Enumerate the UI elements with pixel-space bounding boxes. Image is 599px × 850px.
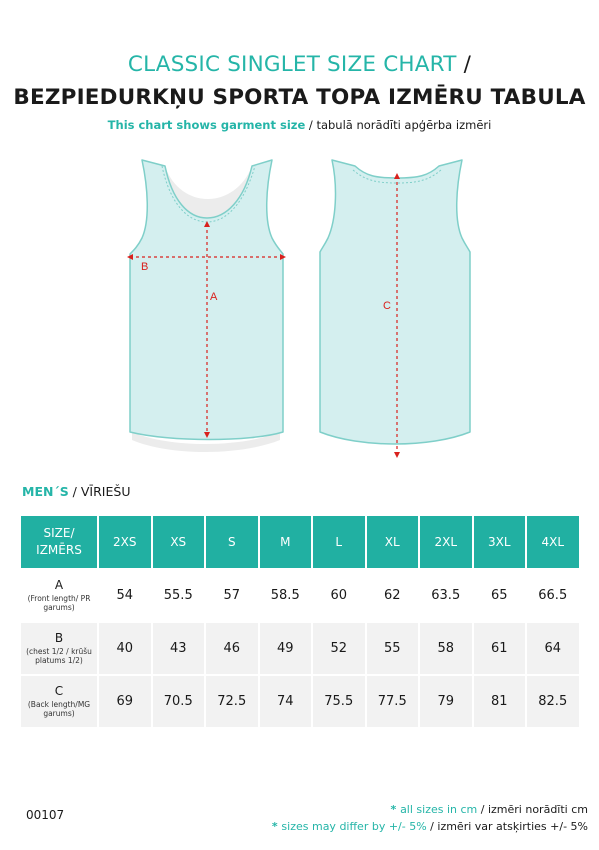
table-cell: 46 [206, 623, 258, 674]
section-lv: VĪRIEŠU [80, 484, 131, 499]
size-l: L [313, 516, 365, 568]
footnote-tolerance [272, 820, 588, 833]
size-2xl: 2XL [420, 516, 472, 568]
title-en: CLASSIC SINGLET SIZE CHART [127, 52, 457, 77]
table-cell: 69 [99, 676, 151, 727]
back-view [320, 160, 470, 455]
table-cell: 52 [313, 623, 365, 674]
page-title-latvian: BEZPIEDURKŅU SPORTA TOPA IZMĒRU TABULA [13, 85, 586, 110]
label-a: A [210, 291, 218, 303]
row-label: A [54, 578, 64, 592]
size-header-row [21, 516, 579, 568]
row-sublabel: (Front length/ PR garums) [27, 594, 91, 612]
label-b: B [141, 261, 149, 273]
row-header-b [21, 623, 97, 674]
footnote-separator: / [477, 803, 488, 816]
table-cell: 60 [313, 570, 365, 621]
table-cell: 82.5 [527, 676, 579, 727]
singlet-diagram [110, 150, 490, 465]
page-subtitle [0, 118, 599, 132]
table-cell: 61 [474, 623, 526, 674]
subtitle-lv: tabulā norādīti apģērba izmēri [316, 118, 492, 132]
size-4xl: 4XL [527, 516, 579, 568]
section-separator: / [68, 484, 81, 499]
size-table [19, 514, 581, 729]
row-header-c [21, 676, 97, 727]
table-cell: 70.5 [153, 676, 205, 727]
footnote-star: * [271, 820, 282, 833]
table-cell: 77.5 [367, 676, 419, 727]
table-cell: 72.5 [206, 676, 258, 727]
subtitle-separator: / [305, 118, 317, 132]
footnote-star: * [390, 803, 401, 816]
table-cell: 65 [474, 570, 526, 621]
row-header-a [21, 570, 97, 621]
section-heading [22, 484, 130, 499]
size-column-header: SIZE/ IZMĒRS [21, 516, 97, 568]
table-cell: 63.5 [420, 570, 472, 621]
table-cell: 66.5 [527, 570, 579, 621]
back-body [320, 160, 470, 444]
size-2xs: 2XS [99, 516, 151, 568]
row-label: C [54, 684, 64, 698]
product-code: 00107 [26, 808, 65, 822]
footnote-units-lv: izmēri norādīti cm [487, 803, 588, 816]
page-title-english [0, 52, 599, 77]
row-label: B [54, 631, 64, 645]
footnote-units-en: all sizes in cm [400, 803, 478, 816]
size-xs: XS [153, 516, 205, 568]
table-cell: 49 [260, 623, 312, 674]
table-cell: 74 [260, 676, 312, 727]
section-en: MEN´S [22, 484, 69, 499]
table-row-a [21, 570, 579, 621]
footnote-separator: / [426, 820, 438, 833]
table-cell: 75.5 [313, 676, 365, 727]
size-xl: XL [367, 516, 419, 568]
table-cell: 54 [99, 570, 151, 621]
table-row-b [21, 623, 579, 674]
table-cell: 57 [206, 570, 258, 621]
subtitle-en: This chart shows garment size [107, 118, 306, 132]
footnote-tolerance-lv: izmēri var atsķirties +/- 5% [437, 820, 588, 833]
table-cell: 64 [527, 623, 579, 674]
table-cell: 40 [99, 623, 151, 674]
front-view [130, 160, 283, 452]
row-sublabel: (Back length/MG garums) [27, 700, 91, 718]
table-cell: 62 [367, 570, 419, 621]
size-m: M [260, 516, 312, 568]
title-separator: / [456, 52, 472, 77]
table-cell: 55 [367, 623, 419, 674]
table-cell: 58 [420, 623, 472, 674]
footnote-units [390, 803, 588, 816]
table-cell: 58.5 [260, 570, 312, 621]
footnote-tolerance-en: sizes may differ by +/- 5% [281, 820, 427, 833]
row-sublabel: (chest 1/2 / krūšu platums 1/2) [26, 647, 92, 665]
table-cell: 55.5 [153, 570, 205, 621]
table-cell: 43 [153, 623, 205, 674]
table-row-c [21, 676, 579, 727]
table-cell: 79 [420, 676, 472, 727]
label-c: C [383, 300, 391, 312]
size-3xl: 3XL [474, 516, 526, 568]
size-s: S [206, 516, 258, 568]
table-cell: 81 [474, 676, 526, 727]
